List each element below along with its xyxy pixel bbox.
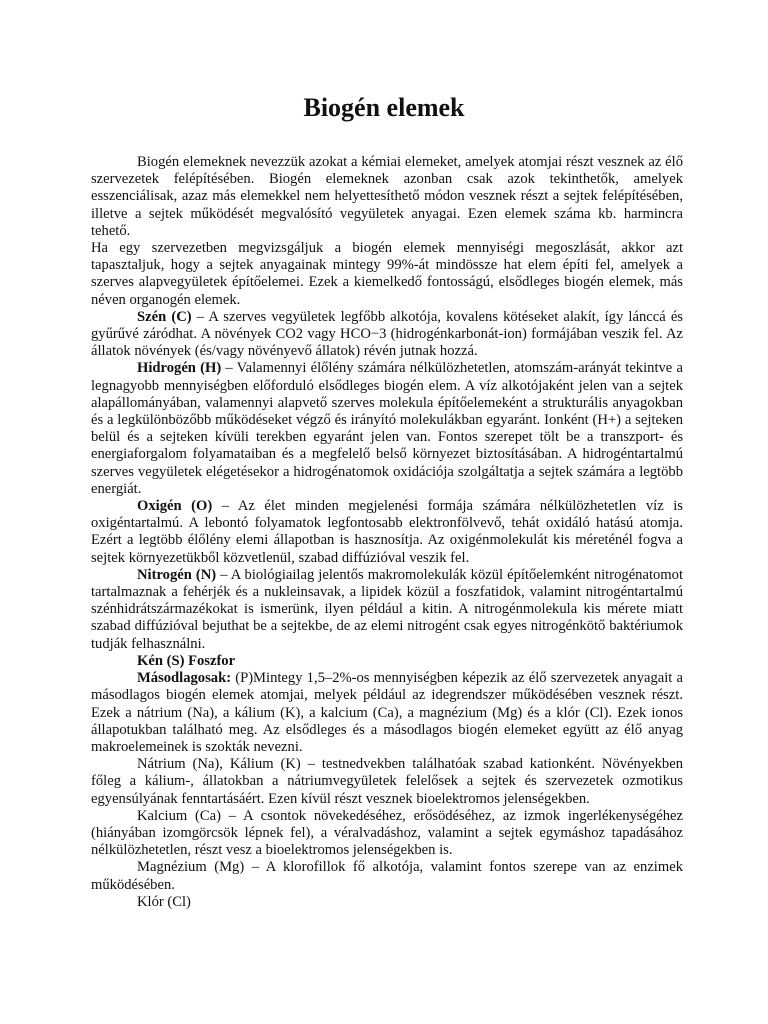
paragraph-sulfur-phosphorus xyxy=(91,653,683,670)
paragraph-nitrogen xyxy=(91,567,683,653)
paragraph-text: Klór (Cl) xyxy=(137,893,191,910)
paragraph-magnesium xyxy=(91,859,683,893)
paragraph-chlorine xyxy=(91,894,683,911)
paragraph-text: – A biológiailag jelentős makromolekulák közül építőelemként nitrogénatomot tartalmaznak a fehérjék és a nukleinsavak, a lipidek közül a foszfatidok, valamint nitrogéntartalmú szénhidrátszármazékokat is ismerünk, ilyen például a kitin. A nitrogénmolekula kis mérete miatt szabad diffúzióval bejuthat be a sejtekbe, de az elemi nitrogént csak egyes nitrogénkötő baktériumok tudják felhasználni. xyxy=(91,566,683,652)
paragraph-text: Ha egy szervezetben megvizsgáljuk a biogén elemek mennyiségi megoszlását, akkor azt tapasztaljuk, hogy a sejtek anyagainak mintegy 99%-át mindössze hat elem építi fel, amelyek a szerves alapvegyületek építőelemei. Ezek a kiemelkedő fontosságú, elsődleges biogén elemek, más néven organogén elemek. xyxy=(91,240,683,308)
paragraph-intro xyxy=(91,154,683,240)
paragraph-text: Biogén elemeknek nevezzük azokat a kémiai elemeket, amelyek atomjai részt vesznek az élő szervezetek felépítésében. Biogén elemeknek azonban csak azok tekinthetők, amelyek esszenciálisak, azaz más elemekkel nem helyettesíthető módon vesznek részt a sejtek felépítésében, illetve a sejtek működését megvalósító vegyületek anyagai. Ezen elemek száma kb. harmincra tehető. xyxy=(91,154,683,239)
paragraph-sodium-potassium xyxy=(91,756,683,808)
element-heading: Szén (C) xyxy=(137,308,192,325)
element-heading: Oxigén (O) xyxy=(137,498,213,515)
paragraph-text: (P)Mintegy 1,5–2%-os mennyiségben képezik az élő szervezetek anyagait a másodlagos biogén elemek atomjai, melyek például az idegrendszer működésében vesznek részt. Ezek a nátrium (Na), a kálium (K), a kalcium (Ca), a magnézium (Mg) és a klór (Cl). Ezek ionos állapotukban található meg. Az elsődleges és a másodlagos biogén elemeket együtt az élő anyag makroelemeinek is szokták nevezni. xyxy=(91,670,683,755)
document-body xyxy=(91,154,683,911)
paragraph-carbon xyxy=(91,309,683,361)
element-heading: Másodlagosak: xyxy=(137,670,232,687)
element-heading: Kén (S) Foszfor xyxy=(137,652,236,669)
element-heading: Nitrogén (N) xyxy=(137,566,217,583)
paragraph-text: – Az élet minden megjelenési formája számára nélkülözhetetlen víz is oxigéntartalmú. A lebontó folyamatok legfontosabb elektronfölvevő, tehát oxidáló hatású atomja. Ezért a legtöbb élőlény elemi állapotban is hasznosítja. Az oxigénmolekulát kis méreténél fogva a sejtek környezetükből közvetlenül, szabad diffúzióval veszik fel. xyxy=(91,498,683,566)
paragraph-secondary xyxy=(91,670,683,756)
element-heading: Hidrogén (H) xyxy=(137,360,222,377)
paragraph-oxygen xyxy=(91,498,683,567)
paragraph-text: Kalcium (Ca) – A csontok növekedéséhez, erősödéséhez, az izmok ingerlékenységéhez (hiányában izomgörcsök lépnek fel), a véralvadáshoz, valamint a sejtek egymáshoz tapadásához nélkülözhetetlen, részt vesz a bioelektromos jelenségekben is. xyxy=(91,807,683,859)
page-title: Biogén elemek xyxy=(303,93,465,122)
paragraph-text: – A szerves vegyületek legfőbb alkotója, kovalens kötéseket alakít, így lánccá és gyűrűvé záródhat. A növények CO2 vagy HCO−3 (hidrogénkarbonát-ion) formájában veszik fel. Az állatok növények (és/vagy növényevő állatok) révén jutnak hozzá. xyxy=(91,308,683,360)
paragraph-text: Nátrium (Na), Kálium (K) – testnedvekben találhatóak szabad kationként. Növényekben főleg a kálium-, állatokban a nátriumvegyületek felelősek a sejtek és szervezetek ozmotikus egyensúlyának fenntartásáért. Ezen kívül részt vesznek bioelektromos jelenségekben. xyxy=(91,756,683,807)
paragraph-calcium xyxy=(91,808,683,860)
paragraph-text: Magnézium (Mg) – A klorofillok fő alkotója, valamint fontos szerepe van az enzimek működésében. xyxy=(91,859,683,893)
paragraph-distribution xyxy=(91,240,683,309)
paragraph-hydrogen xyxy=(91,360,683,498)
paragraph-text: – Valamennyi élőlény számára nélkülözhetetlen, atomszám-arányát tekintve a legnagyobb mennyiségben előforduló elsődleges biogén elem. A víz alkotójaként jelen van a sejtek alapállományában, valamennyi alapvető szerves molekula építőelemeként a strukturális anyagokban és a legkülönbözőbb működéseket végző és irányító molekulákban egyaránt. Ionként (H+) a sejteken belül és a sejteken kívüli terekben egyaránt jelen van. Fontos szerepet tölt be a transzport- és energiaforgalom folyamataiban és a megfelelő belső környezet biztosításában. A hidrogéntartalmú szerves vegyületek elégetésekor a hidrogénatomok oxidációja szolgáltatja a sejtek számára a legtöbb energiát. xyxy=(91,360,683,497)
